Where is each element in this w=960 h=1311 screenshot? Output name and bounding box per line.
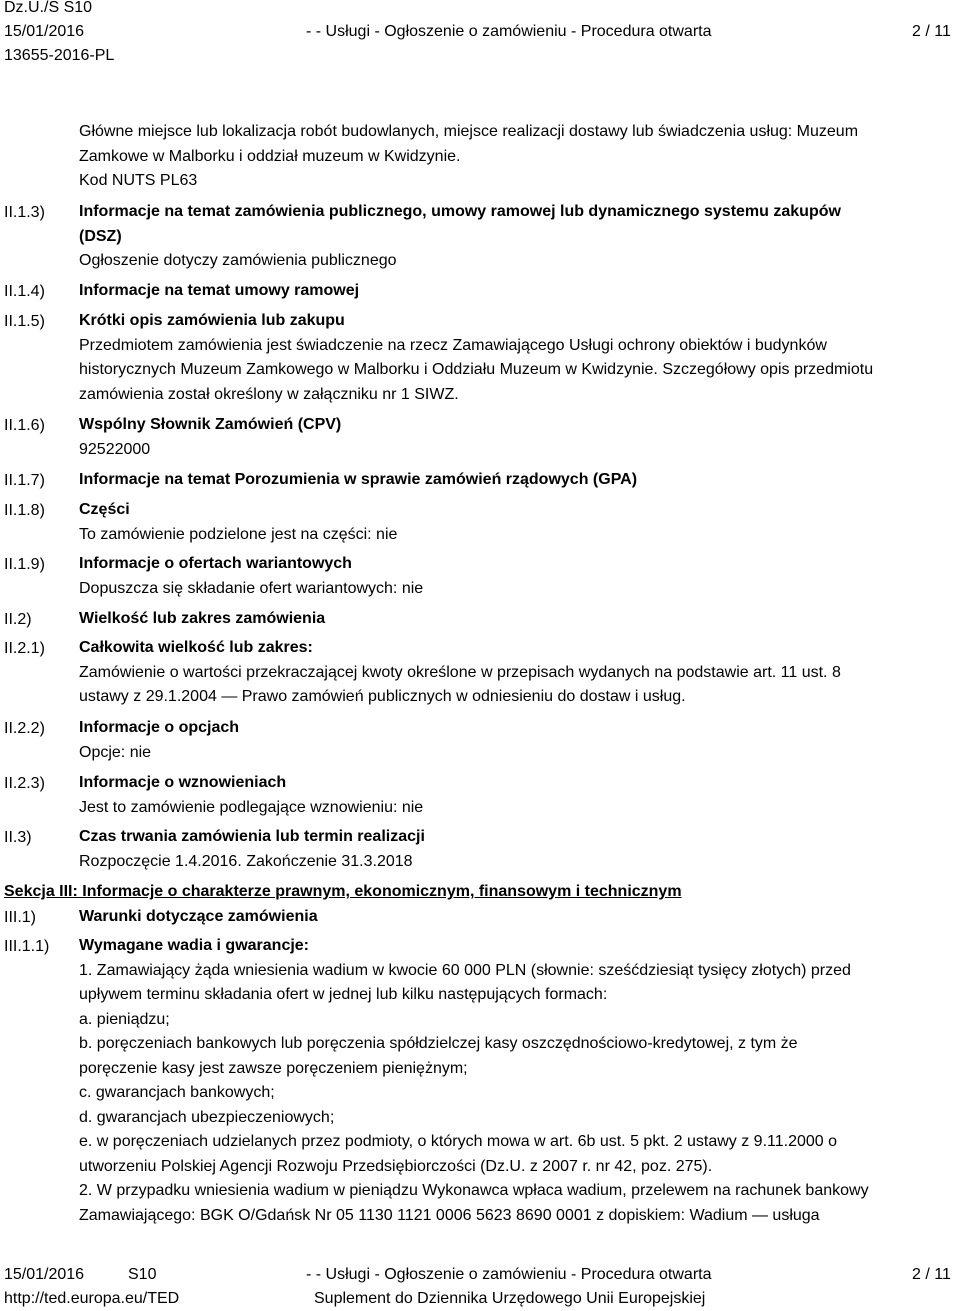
deposit-block	[79, 934, 957, 1228]
deposit-line: d. gwarancjach ubezpieczeniowych;	[79, 1108, 335, 1126]
header-title: - - Usługi - Ogłoszenie o zamówieniu - Procedura otwarta	[306, 23, 712, 40]
label-ii-1-5: II.1.5)	[4, 313, 45, 330]
label-ii-1-7: II.1.7)	[4, 472, 45, 489]
label-ii-1-4: II.1.4)	[4, 283, 45, 300]
total-quantity-block	[79, 636, 957, 710]
options-heading: Informacje o opcjach	[79, 719, 240, 736]
variants-block	[79, 552, 957, 601]
conditions-block	[79, 905, 957, 930]
header-date: 15/01/2016	[4, 23, 85, 40]
contract-info-heading: (DSZ)	[79, 227, 122, 245]
deposit-line: Zamawiającego: BGK O/Gdańsk Nr 05 1130 1121 0006 5623 8690 0001 z dopiskiem: Wadium — usługa	[79, 1206, 820, 1224]
label-ii-2-1: II.2.1)	[4, 640, 45, 657]
parts-block	[79, 498, 957, 547]
footer-url[interactable]: http://ted.europa.eu/TED	[4, 1290, 180, 1307]
nuts-code: Kod NUTS PL63	[79, 172, 198, 189]
duration-heading: Czas trwania zamówienia lub termin realizacji	[79, 828, 425, 845]
cpv-block	[79, 413, 957, 462]
label-ii-1-3: II.1.3)	[4, 204, 45, 221]
variants-heading: Informacje o ofertach wariantowych	[79, 555, 352, 572]
scope-heading: Wielkość lub zakres zamówienia	[79, 610, 326, 627]
renewals-value: Jest to zamówienie podlegające wznowieniu: nie	[79, 798, 424, 816]
footer-page-number: 2 / 11	[912, 1266, 951, 1283]
description-line: Przedmiotem zamówienia jest świadczenie na rzecz Zamawiającego Usługi ochrony obiektów i budynków	[79, 336, 827, 354]
description-block	[79, 309, 957, 407]
contract-info-value: Ogłoszenie dotyczy zamówienia publicznego	[79, 252, 397, 269]
deposit-line: e. w poręczeniach udzielanych przez podmioty, o których mowa w art. 6b ust. 5 pkt. 2 ustawy z 9.11.2000 o	[79, 1133, 838, 1150]
place-line: Zamkowe w Malborku i oddział muzeum w Kwidzynie.	[79, 147, 461, 165]
deposit-line: 2. W przypadku wniesienia wadium w pieniądzu Wykonawca wpłaca wadium, przelewem na rachunek bankowy	[79, 1182, 869, 1199]
options-value: Opcje: nie	[79, 743, 152, 761]
renewals-heading: Informacje o wznowieniach	[79, 774, 287, 791]
contract-info-heading: Informacje na temat zamówienia publicznego, umowy ramowej lub dynamicznego systemu zakupów	[79, 203, 841, 220]
scope-block	[79, 607, 957, 632]
total-quantity-line: ustawy z 29.1.2004 — Prawo zamówień publicznych w odniesieniu do dostaw i usług.	[79, 688, 686, 705]
label-ii-3: II.3)	[4, 829, 32, 846]
duration-block	[79, 825, 957, 874]
footer-date: 15/01/2016	[4, 1266, 85, 1283]
label-ii-1-6: II.1.6)	[4, 417, 45, 434]
notice-id: 13655-2016-PL	[4, 47, 115, 64]
deposit-line: upływem terminu składania ofert w jednej lub kilku następujących formach:	[79, 986, 608, 1003]
framework-heading: Informacje na temat umowy ramowej	[79, 282, 360, 299]
gpa-block	[79, 468, 957, 493]
options-block	[79, 716, 957, 765]
renewals-block	[79, 771, 957, 820]
deposit-line: 1. Zamawiający żąda wniesienia wadium w kwocie 60 000 PLN (słownie: sześćdziesiąt tysięcy złotych) przed	[79, 961, 851, 979]
footer-title: - - Usługi - Ogłoszenie o zamówieniu - Procedura otwarta	[306, 1266, 712, 1283]
conditions-heading: Warunki dotyczące zamówienia	[79, 908, 318, 925]
label-ii-2-2: II.2.2)	[4, 720, 45, 737]
label-ii-2: II.2)	[4, 611, 32, 628]
label-iii-1: III.1)	[4, 909, 37, 926]
deposit-heading: Wymagane wadia i gwarancje:	[79, 937, 310, 954]
section-iii-heading: Sekcja III: Informacje o charakterze prawnym, ekonomicznym, finansowym i technicznym	[4, 883, 682, 900]
footer-series: S10	[128, 1266, 157, 1283]
label-ii-1-9: II.1.9)	[4, 556, 45, 573]
gpa-heading: Informacje na temat Porozumienia w sprawie zamówień rządowych (GPA)	[79, 471, 638, 488]
label-ii-1-8: II.1.8)	[4, 502, 45, 519]
total-quantity-heading: Całkowita wielkość lub zakres:	[79, 639, 313, 656]
deposit-line: c. gwarancjach bankowych;	[79, 1084, 275, 1101]
deposit-line: utworzeniu Polskiej Agencji Rozwoju Przedsiębiorczości (Dz.U. z 2007 r. nr 42, poz. 275).	[79, 1157, 713, 1175]
contract-info-block	[79, 200, 957, 274]
cpv-code: 92522000	[79, 440, 151, 458]
description-heading: Krótki opis zamówienia lub zakupu	[79, 312, 345, 329]
framework-block	[79, 279, 957, 304]
place-line: Główne miejsce lub lokalizacja robót budowlanych, miejsce realizacji dostawy lub świadczenia usług: Muzeum	[79, 123, 859, 140]
label-iii-1-1: III.1.1)	[4, 938, 50, 955]
parts-heading: Części	[79, 501, 130, 518]
total-quantity-line: Zamówienie o wartości przekraczającej kwoty określone w przepisach wydanych na podstawie art. 11 ust. 8	[79, 663, 841, 681]
header-page-number: 2 / 11	[912, 23, 951, 40]
doc-code: Dz.U./S S10	[4, 0, 93, 16]
cpv-heading: Wspólny Słownik Zamówień (CPV)	[79, 416, 342, 433]
deposit-line: poręczenie kasy jest zawsze poręczeniem pieniężnym;	[79, 1059, 468, 1077]
description-line: zamówienia został określony w załączniku nr 1 SIWZ.	[79, 385, 459, 403]
parts-value: To zamówienie podzielone jest na części: nie	[79, 525, 398, 543]
duration-value: Rozpoczęcie 1.4.2016. Zakończenie 31.3.2018	[79, 852, 413, 870]
place-of-performance	[79, 120, 957, 194]
deposit-line: b. poręczeniach bankowych lub poręczenia spółdzielczej kasy oszczędnościowo-kredytowej, z tym że	[79, 1035, 798, 1052]
description-line: historycznych Muzeum Zamkowego w Malborku i Oddziału Muzeum w Kwidzynie. Szczegółowy opis przedmiotu	[79, 361, 874, 378]
label-ii-2-3: II.2.3)	[4, 775, 45, 792]
deposit-line: a. pieniądzu;	[79, 1010, 170, 1028]
variants-value: Dopuszcza się składanie ofert wariantowych: nie	[79, 579, 424, 597]
footer-supplement: Suplement do Dziennika Urzędowego Unii Europejskiej	[314, 1290, 706, 1307]
